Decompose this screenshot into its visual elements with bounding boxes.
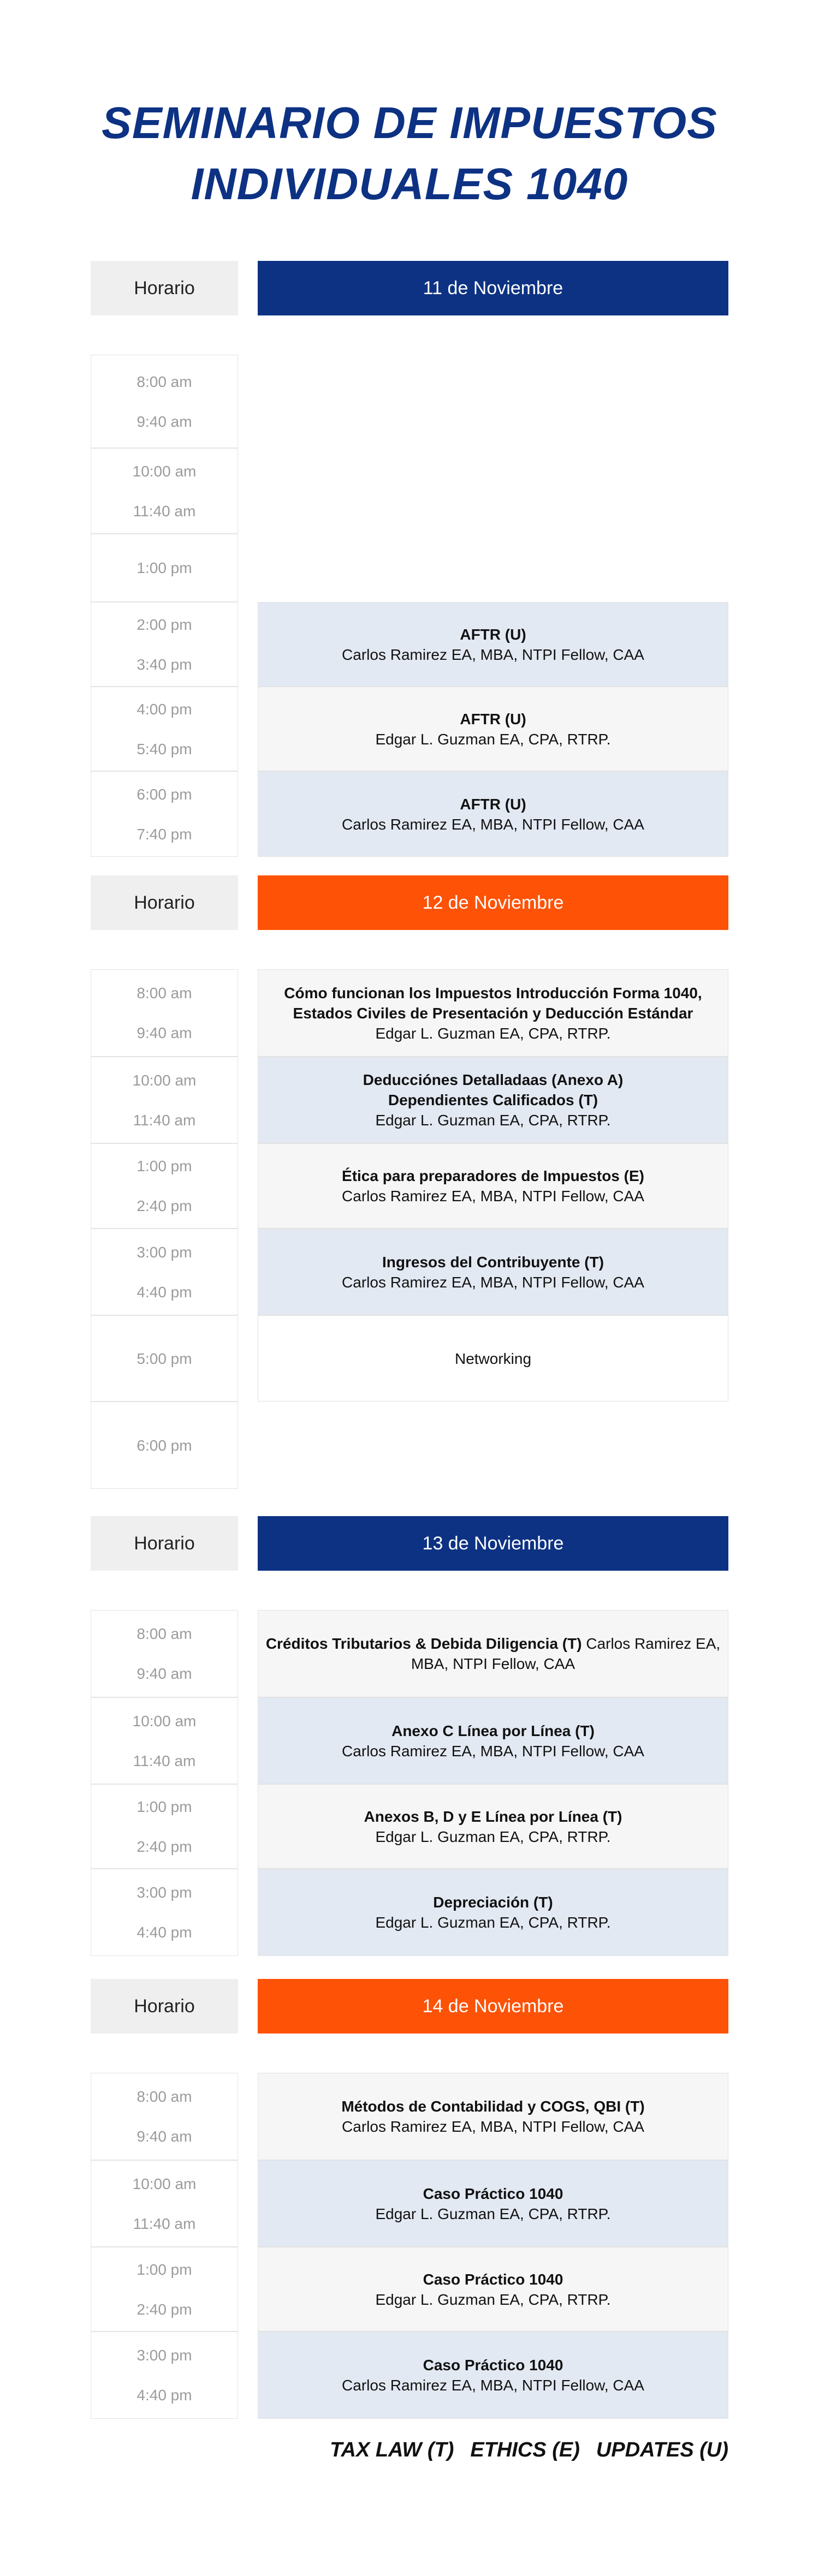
- session-title-line-2: Estados Civiles de Presentación y Deducción Estándar: [293, 1004, 693, 1022]
- session-card: [258, 2247, 728, 2331]
- session-speaker: Edgar L. Guzman EA, CPA, RTRP.: [375, 2205, 611, 2222]
- time-start: 10:00 am: [132, 2175, 197, 2192]
- session-speaker: Carlos Ramirez EA, MBA, NTPI Fellow, CAA: [342, 2377, 644, 2394]
- time-start: 2:00 pm: [136, 616, 192, 633]
- time-slot: [91, 1697, 238, 1784]
- session-card: [258, 2073, 728, 2160]
- session-speaker: Carlos Ramirez EA, MBA, NTPI Fellow, CAA: [342, 1273, 644, 1291]
- day-header-nov-14: 14 de Noviembre: [258, 1979, 728, 2034]
- time-slot: [91, 1229, 238, 1315]
- time-start: 1:00 pm: [136, 2261, 192, 2278]
- session-card: [258, 602, 728, 687]
- session-title-row: [266, 1633, 720, 1654]
- time-start: 10:00 am: [132, 462, 197, 480]
- session-title: Depreciación (T): [433, 1894, 553, 1911]
- time-slot: [91, 771, 238, 857]
- time-start: 8:00 am: [136, 1625, 192, 1642]
- time-start: 6:00 pm: [136, 1436, 192, 1454]
- time-slot: [91, 1869, 238, 1956]
- day-header-nov-13: 13 de Noviembre: [258, 1516, 728, 1571]
- time-start: 3:00 pm: [136, 1243, 192, 1261]
- session-title: AFTR (U): [460, 625, 526, 643]
- session-speaker: Edgar L. Guzman EA, CPA, RTRP.: [375, 730, 611, 748]
- title-line-1: SEMINARIO DE IMPUESTOS: [102, 98, 717, 148]
- session-title: AFTR (U): [460, 795, 526, 813]
- time-end: 9:40 am: [136, 413, 192, 430]
- time-end: 9:40 am: [136, 2128, 192, 2145]
- time-start: 8:00 am: [136, 373, 192, 390]
- time-end: 11:40 am: [133, 502, 196, 520]
- schedule-header-label: Horario: [91, 261, 238, 315]
- time-slot: [91, 448, 238, 534]
- session-title: Métodos de Contabilidad y COGS, QBI (T): [341, 2098, 645, 2115]
- session-title: Ingresos del Contribuyente (T): [382, 1253, 604, 1271]
- session-speaker: Carlos Ramirez EA, MBA, NTPI Fellow, CAA: [342, 2118, 644, 2135]
- session-card: [258, 1057, 728, 1143]
- time-slot: [91, 355, 238, 448]
- session-speaker: Carlos Ramirez EA, MBA, NTPI Fellow, CAA: [342, 1188, 644, 1204]
- time-end: 11:40 am: [133, 1752, 196, 1769]
- session-card: [258, 2160, 728, 2247]
- time-end: 11:40 am: [133, 2215, 196, 2232]
- time-slot: [91, 534, 238, 602]
- time-end: 4:40 pm: [136, 1283, 192, 1301]
- session-card: [258, 771, 728, 857]
- networking-label: Networking: [454, 1350, 532, 1367]
- time-end: 2:40 pm: [136, 1838, 192, 1855]
- title-line-2: INDIVIDUALES 1040: [191, 159, 628, 209]
- time-end: 9:40 am: [136, 1665, 192, 1682]
- time-slot: [91, 2247, 238, 2331]
- time-slot: [91, 1784, 238, 1869]
- session-card: [258, 1869, 728, 1956]
- session-title-line-2: Dependientes Calificados (T): [388, 1092, 598, 1108]
- session-speaker: Edgar L. Guzman EA, CPA, RTRP.: [375, 1914, 611, 1931]
- time-end: 2:40 pm: [136, 2300, 192, 2318]
- day-header-nov-12: 12 de Noviembre: [258, 875, 728, 930]
- day-header-nov-11: 11 de Noviembre: [258, 261, 728, 315]
- time-start: 1:00 pm: [136, 559, 192, 576]
- time-start: 10:00 am: [132, 1071, 197, 1089]
- session-title-line-1: Deducciónes Detalladaas (Anexo A): [363, 1071, 624, 1088]
- time-end: 4:40 pm: [136, 1924, 192, 1941]
- session-title: Anexo C Línea por Línea (T): [391, 1722, 595, 1739]
- session-speaker: Carlos Ramirez EA,: [586, 1635, 721, 1652]
- time-start: 3:00 pm: [136, 1884, 192, 1901]
- session-card: [258, 969, 728, 1057]
- time-start: 1:00 pm: [136, 1798, 192, 1815]
- session-title: Caso Práctico 1040: [423, 2270, 563, 2288]
- schedule-header-label: Horario: [91, 1516, 238, 1571]
- session-title: Caso Práctico 1040: [423, 2357, 563, 2374]
- time-slot: [91, 602, 238, 687]
- time-slot: [91, 1315, 238, 1402]
- legend-ethics: ETHICS (E): [470, 2438, 580, 2461]
- session-card: [258, 1784, 728, 1869]
- session-card: [258, 2331, 728, 2419]
- session-speaker: Carlos Ramirez EA, MBA, NTPI Fellow, CAA: [342, 1742, 644, 1760]
- time-start: 10:00 am: [132, 1712, 197, 1730]
- session-speaker: Carlos Ramirez EA, MBA, NTPI Fellow, CAA: [342, 815, 644, 833]
- session-speaker: Edgar L. Guzman EA, CPA, RTRP.: [375, 1112, 611, 1129]
- session-card: [258, 687, 728, 771]
- time-end: 2:40 pm: [136, 1197, 192, 1214]
- time-start: 4:00 pm: [136, 700, 192, 718]
- session-title: AFTR (U): [460, 710, 526, 728]
- time-start: 6:00 pm: [136, 785, 192, 803]
- time-slot: [91, 1143, 238, 1229]
- time-slot: [91, 687, 238, 771]
- networking-card: [258, 1315, 728, 1402]
- session-speaker: Edgar L. Guzman EA, CPA, RTRP.: [375, 2291, 611, 2308]
- session-speaker-line-2: MBA, NTPI Fellow, CAA: [411, 1655, 575, 1672]
- time-end: 9:40 am: [136, 1024, 192, 1041]
- time-start: 8:00 am: [136, 2088, 192, 2105]
- session-title: Caso Práctico 1040: [423, 2185, 563, 2202]
- time-end: 4:40 pm: [136, 2387, 192, 2404]
- schedule-header-label: Horario: [91, 875, 238, 930]
- time-end: 5:40 pm: [136, 740, 192, 758]
- session-title-line-1: Cómo funcionan los Impuestos Introducción Forma 1040,: [284, 984, 702, 1001]
- session-card: [258, 1610, 728, 1697]
- page-title: [0, 93, 819, 215]
- legend-tax-law: TAX LAW (T): [330, 2438, 454, 2461]
- time-slot: [91, 2160, 238, 2247]
- time-start: 5:00 pm: [136, 1350, 192, 1367]
- session-title: Créditos Tributarios & Debida Diligencia (T): [265, 1635, 582, 1652]
- session-speaker: Edgar L. Guzman EA, CPA, RTRP.: [375, 1024, 611, 1042]
- session-speaker: Edgar L. Guzman EA, CPA, RTRP.: [375, 1828, 611, 1845]
- time-slot: [91, 2073, 238, 2160]
- time-start: 3:00 pm: [136, 2347, 192, 2364]
- time-slot: [91, 1402, 238, 1489]
- time-start: 1:00 pm: [136, 1158, 192, 1174]
- session-title: Anexos B, D y E Línea por Línea (T): [364, 1808, 622, 1825]
- session-title: Ética para preparadores de Impuestos (E): [342, 1167, 644, 1184]
- time-slot: [91, 969, 238, 1057]
- schedule-header-label: Horario: [91, 1979, 238, 2034]
- time-slot: [91, 1610, 238, 1697]
- time-end: 7:40 pm: [136, 825, 192, 843]
- time-start: 8:00 am: [136, 985, 192, 1001]
- time-slot: [91, 1057, 238, 1143]
- time-end: 11:40 am: [133, 1111, 196, 1129]
- legend-updates: UPDATES (U): [596, 2438, 728, 2461]
- session-speaker: Carlos Ramirez EA, MBA, NTPI Fellow, CAA: [342, 646, 644, 663]
- session-card: [258, 1143, 728, 1229]
- session-card: [258, 1229, 728, 1315]
- time-slot: [91, 2331, 238, 2419]
- category-legend: [330, 2438, 728, 2462]
- time-end: 3:40 pm: [136, 655, 192, 673]
- session-card: [258, 1697, 728, 1784]
